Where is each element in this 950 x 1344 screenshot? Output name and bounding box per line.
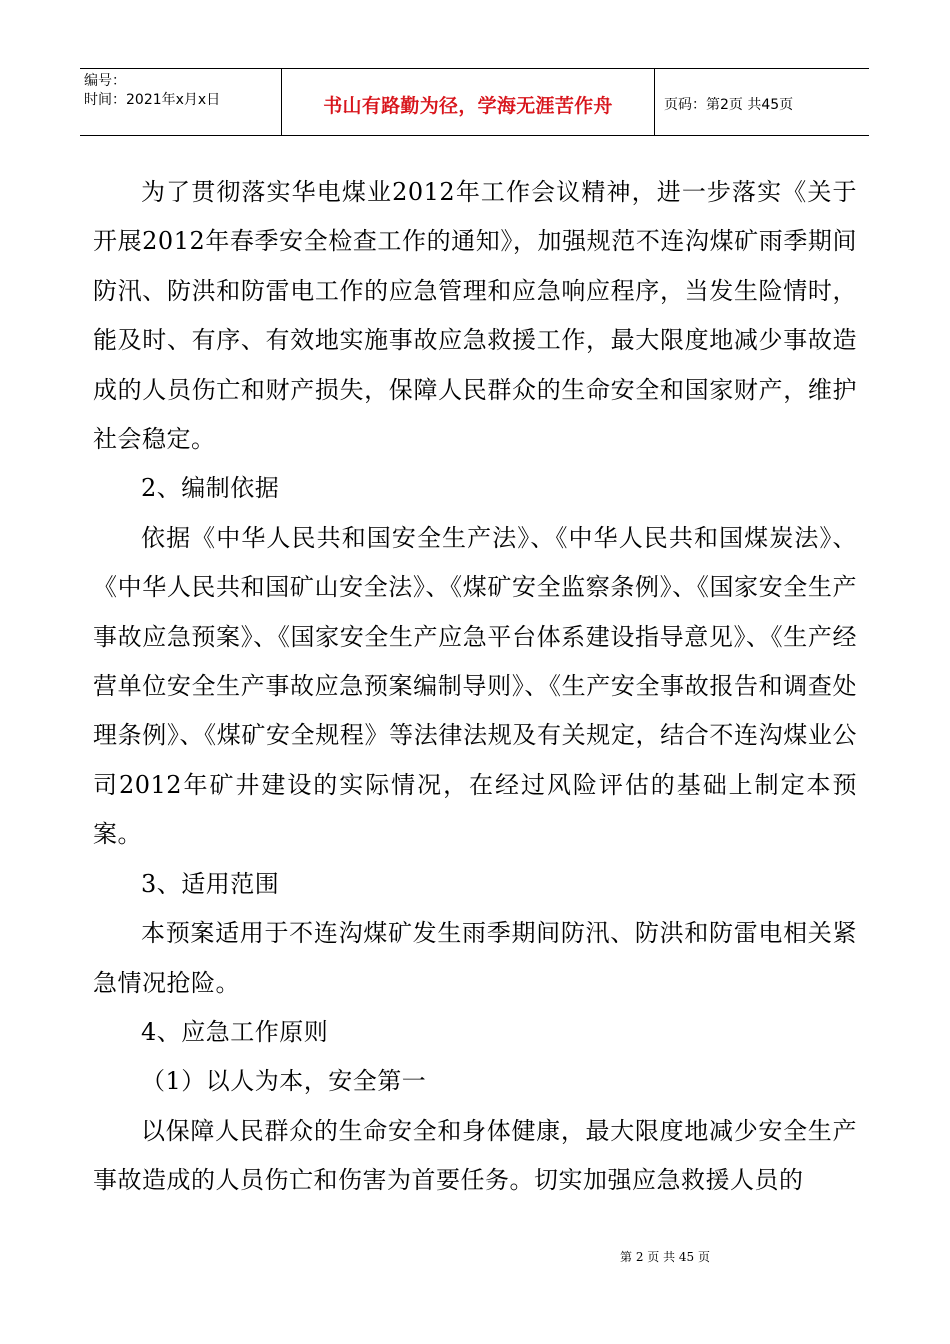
paragraph-scope: 本预案适用于不连沟煤矿发生雨季期间防汛、防洪和防雷电相关紧急情况抢险。 [93,919,857,997]
paragraph-people-first: 以保障人民群众的生命安全和身体健康，最大限度地减少安全生产事故造成的人员伤亡和伤害为首要任务。切实加强应急救援人员的 [93,1116,857,1195]
document-date: 时间：2021年x月x日 [84,92,221,108]
section-heading-principles: 4、应急工作原则 [141,1017,329,1046]
paragraph-purpose: 为了贯彻落实华电煤业2012年工作会议精神，进一步落实《关于开展2012年春季安全检查工作的通知》，加强规范不连沟煤矿雨季期间防汛、防洪和防雷电工作的应急管理和应急响应程序，当发生险情时，能及时、有序、有效地实施事故应急救援工作，最大限度地减少事故造成的人员伤亡和财产损失，保障人民群众的生命安全和国家财产，维护社会稳定。 [93,178,857,454]
document-body [93,168,857,1206]
page-header [80,68,869,136]
section-heading-basis: 2、编制依据 [141,474,280,503]
header-meta [80,69,281,135]
page-footer: 第 2 页 共 45 页 [620,1250,710,1264]
paragraph-basis: 依据《中华人民共和国安全生产法》、《中华人民共和国煤炭法》、《中华人民共和国矿山安全法》、《煤矿安全监察条例》、《国家安全生产事故应急预案》、《国家安全生产应急平台体系建设指导意见》、《生产经营单位安全生产事故应急预案编制导则》、《生产安全事故报告和调查处理条例》、《煤矿安全规程》等法律法规及有关规定，结合不连沟煤业公司2012年矿井建设的实际情况，在经过风险评估的基础上制定本预案。 [93,523,857,849]
section-heading-scope: 3、适用范围 [141,869,280,898]
header-motto: 书山有路勤为径，学海无涯苦作舟 [281,69,655,135]
subheading-people-first: （1）以人为本，安全第一 [141,1067,427,1096]
document-number-label: 编号： [84,73,126,89]
header-page-info: 页码：第2页 共45页 [664,97,794,113]
